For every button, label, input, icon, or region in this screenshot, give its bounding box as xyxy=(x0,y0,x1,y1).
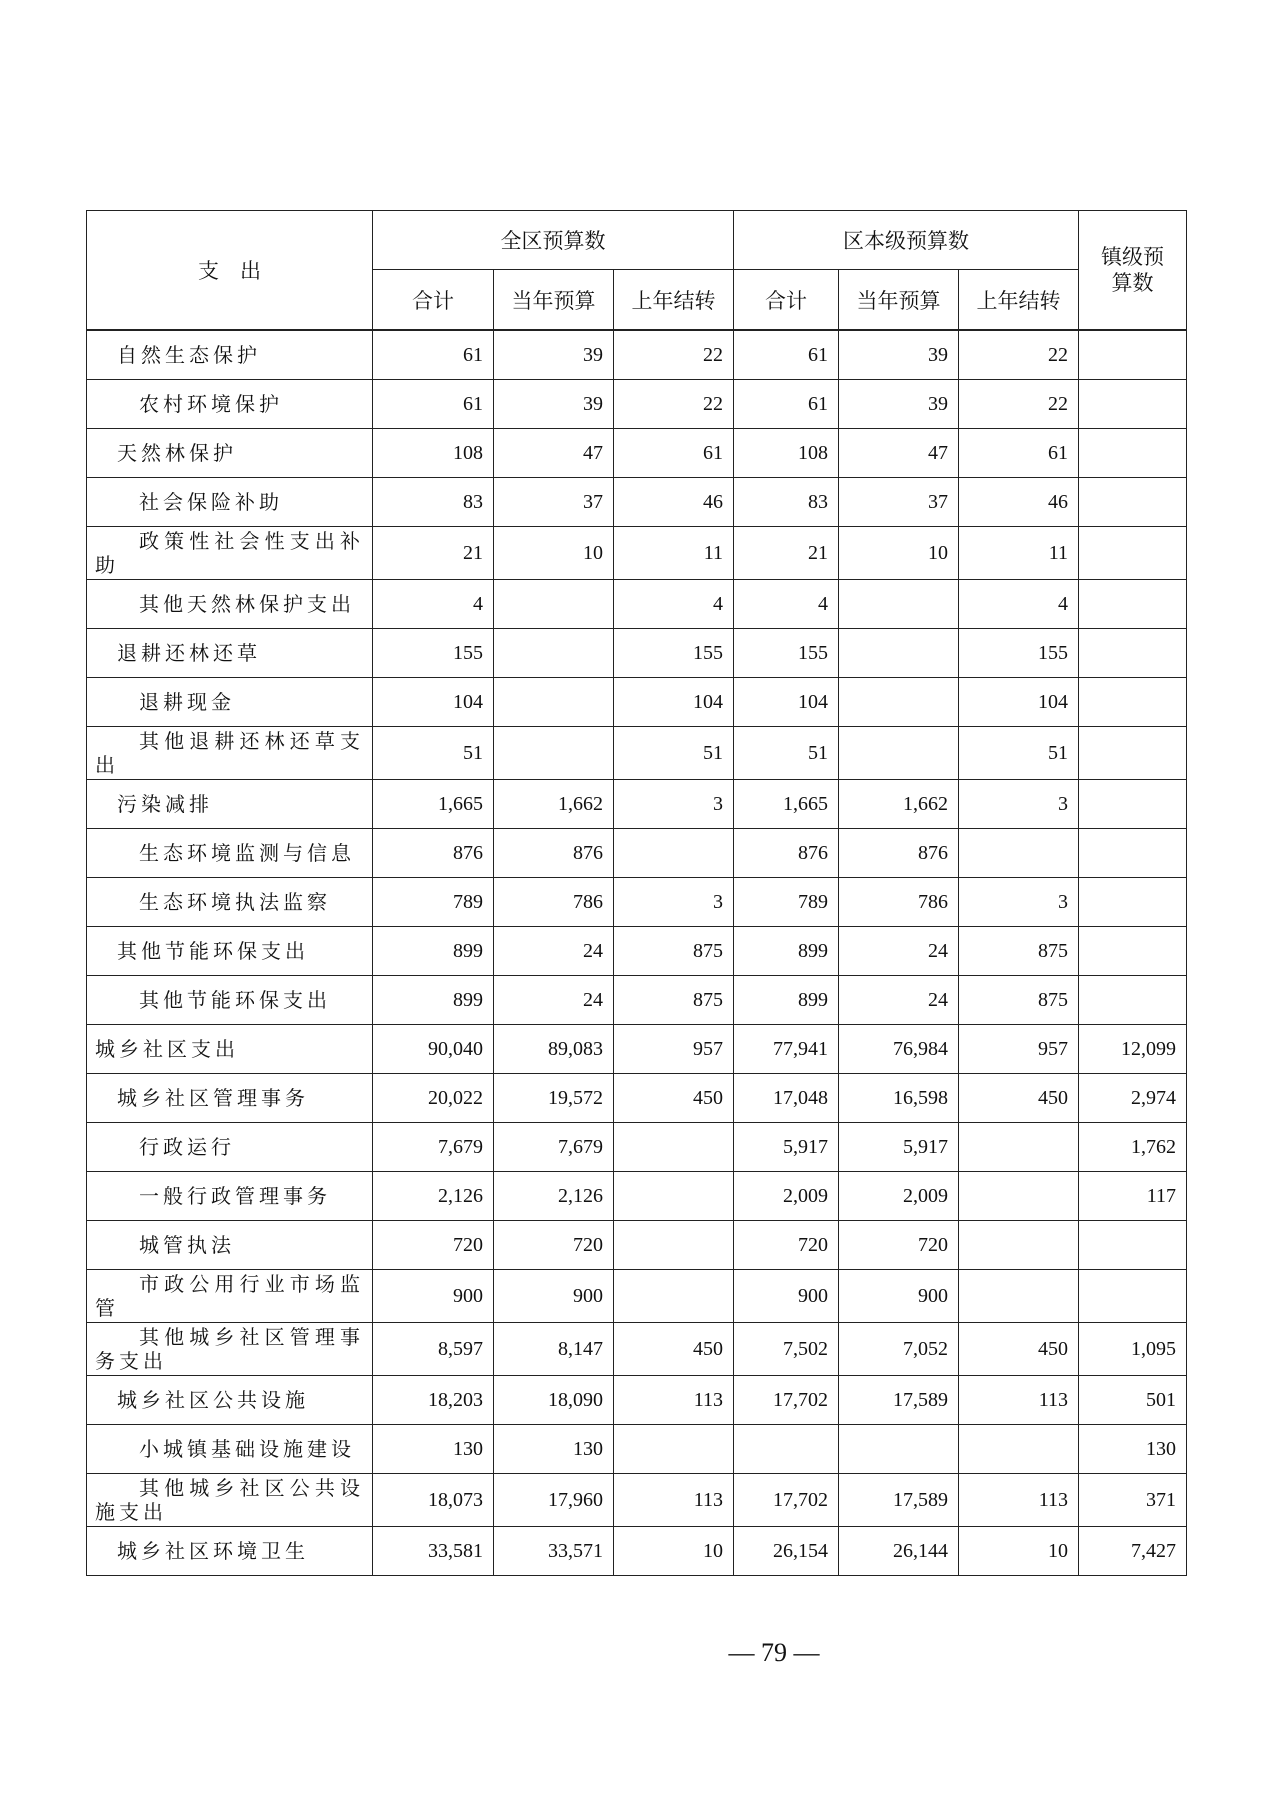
table-row xyxy=(87,1221,1187,1270)
cell-value xyxy=(1079,878,1187,927)
table-row xyxy=(87,829,1187,878)
table-row xyxy=(87,878,1187,927)
cell-value: 24 xyxy=(494,976,614,1025)
row-label: 城管执法 xyxy=(87,1221,373,1270)
cell-value: 786 xyxy=(494,878,614,927)
row-label: 生态环境监测与信息 xyxy=(87,829,373,878)
cell-value xyxy=(1079,780,1187,829)
cell-value: 501 xyxy=(1079,1376,1187,1425)
cell-value: 371 xyxy=(1079,1474,1187,1527)
cell-value: 875 xyxy=(959,976,1079,1025)
cell-value: 155 xyxy=(614,629,734,678)
cell-value xyxy=(1079,727,1187,780)
cell-value: 10 xyxy=(959,1527,1079,1576)
cell-value: 1,762 xyxy=(1079,1123,1187,1172)
cell-value: 117 xyxy=(1079,1172,1187,1221)
cell-value xyxy=(1079,1270,1187,1323)
cell-value: 3 xyxy=(959,878,1079,927)
cell-value: 155 xyxy=(734,629,839,678)
cell-value: 10 xyxy=(614,1527,734,1576)
cell-value xyxy=(614,829,734,878)
header-sub-carryover: 上年结转 xyxy=(959,270,1079,331)
cell-value: 899 xyxy=(734,976,839,1025)
row-label: 其他城乡社区管理事务支出 xyxy=(87,1323,373,1376)
cell-value: 90,040 xyxy=(373,1025,494,1074)
cell-value: 89,083 xyxy=(494,1025,614,1074)
row-label: 其他节能环保支出 xyxy=(87,927,373,976)
cell-value xyxy=(1079,478,1187,527)
cell-value xyxy=(959,1123,1079,1172)
cell-value: 4 xyxy=(614,580,734,629)
cell-value xyxy=(614,1172,734,1221)
cell-value: 789 xyxy=(734,878,839,927)
cell-value: 24 xyxy=(494,927,614,976)
cell-value: 33,581 xyxy=(373,1527,494,1576)
cell-value xyxy=(839,629,959,678)
table-row xyxy=(87,1270,1187,1323)
cell-value: 8,147 xyxy=(494,1323,614,1376)
table-row xyxy=(87,1323,1187,1376)
cell-value xyxy=(959,1270,1079,1323)
cell-value: 8,597 xyxy=(373,1323,494,1376)
cell-value: 130 xyxy=(373,1425,494,1474)
cell-value: 3 xyxy=(614,878,734,927)
cell-value: 1,662 xyxy=(494,780,614,829)
cell-value: 10 xyxy=(494,527,614,580)
cell-value: 2,009 xyxy=(839,1172,959,1221)
cell-value: 876 xyxy=(373,829,494,878)
cell-value: 1,662 xyxy=(839,780,959,829)
cell-value: 4 xyxy=(373,580,494,629)
cell-value: 2,126 xyxy=(373,1172,494,1221)
table-row xyxy=(87,380,1187,429)
cell-value: 113 xyxy=(959,1376,1079,1425)
cell-value xyxy=(614,1270,734,1323)
cell-value: 450 xyxy=(614,1323,734,1376)
cell-value: 21 xyxy=(373,527,494,580)
row-label: 天然林保护 xyxy=(87,429,373,478)
table-row xyxy=(87,429,1187,478)
cell-value: 876 xyxy=(839,829,959,878)
cell-value: 113 xyxy=(959,1474,1079,1527)
table-row xyxy=(87,927,1187,976)
row-label: 退耕现金 xyxy=(87,678,373,727)
cell-value: 51 xyxy=(373,727,494,780)
row-label: 其他节能环保支出 xyxy=(87,976,373,1025)
row-label: 其他天然林保护支出 xyxy=(87,580,373,629)
cell-value: 155 xyxy=(373,629,494,678)
cell-value: 20,022 xyxy=(373,1074,494,1123)
cell-value: 720 xyxy=(373,1221,494,1270)
cell-value: 17,960 xyxy=(494,1474,614,1527)
cell-value: 450 xyxy=(959,1323,1079,1376)
cell-value: 10 xyxy=(839,527,959,580)
row-label: 农村环境保护 xyxy=(87,380,373,429)
cell-value: 113 xyxy=(614,1376,734,1425)
table-row xyxy=(87,1425,1187,1474)
row-label: 小城镇基础设施建设 xyxy=(87,1425,373,1474)
cell-value: 789 xyxy=(373,878,494,927)
table-row xyxy=(87,527,1187,580)
cell-value: 2,974 xyxy=(1079,1074,1187,1123)
cell-value: 37 xyxy=(839,478,959,527)
cell-value xyxy=(494,727,614,780)
cell-value: 18,090 xyxy=(494,1376,614,1425)
row-label: 政策性社会性支出补助 xyxy=(87,527,373,580)
cell-value: 26,154 xyxy=(734,1527,839,1576)
table-row xyxy=(87,1527,1187,1576)
page-number: — 79 — xyxy=(728,1638,820,1667)
cell-value: 18,073 xyxy=(373,1474,494,1527)
cell-value: 875 xyxy=(614,927,734,976)
cell-value: 876 xyxy=(734,829,839,878)
cell-value: 104 xyxy=(373,678,494,727)
cell-value: 22 xyxy=(959,330,1079,380)
cell-value: 61 xyxy=(959,429,1079,478)
cell-value: 875 xyxy=(614,976,734,1025)
budget-table xyxy=(86,210,1187,1576)
cell-value xyxy=(959,1425,1079,1474)
cell-value: 11 xyxy=(614,527,734,580)
cell-value: 450 xyxy=(614,1074,734,1123)
table-row xyxy=(87,1474,1187,1527)
cell-value: 39 xyxy=(494,330,614,380)
cell-value xyxy=(1079,429,1187,478)
cell-value: 720 xyxy=(494,1221,614,1270)
cell-value: 130 xyxy=(1079,1425,1187,1474)
row-label: 城乡社区环境卫生 xyxy=(87,1527,373,1576)
cell-value: 18,203 xyxy=(373,1376,494,1425)
cell-value: 7,427 xyxy=(1079,1527,1187,1576)
cell-value xyxy=(839,727,959,780)
header-district-total: 全区预算数 xyxy=(373,211,734,270)
cell-value: 19,572 xyxy=(494,1074,614,1123)
cell-value: 4 xyxy=(959,580,1079,629)
cell-value: 899 xyxy=(734,927,839,976)
cell-value: 17,589 xyxy=(839,1474,959,1527)
table-row xyxy=(87,678,1187,727)
cell-value: 108 xyxy=(373,429,494,478)
row-label: 其他退耕还林还草支出 xyxy=(87,727,373,780)
table-row xyxy=(87,1376,1187,1425)
cell-value xyxy=(1079,527,1187,580)
cell-value xyxy=(839,580,959,629)
cell-value: 899 xyxy=(373,927,494,976)
cell-value: 2,009 xyxy=(734,1172,839,1221)
cell-value: 51 xyxy=(614,727,734,780)
cell-value: 24 xyxy=(839,976,959,1025)
cell-value: 899 xyxy=(373,976,494,1025)
cell-value: 51 xyxy=(959,727,1079,780)
cell-value: 61 xyxy=(614,429,734,478)
cell-value: 786 xyxy=(839,878,959,927)
table-row xyxy=(87,478,1187,527)
cell-value: 61 xyxy=(734,380,839,429)
table-row xyxy=(87,330,1187,380)
table-row xyxy=(87,1172,1187,1221)
cell-value xyxy=(1079,1221,1187,1270)
table-row xyxy=(87,1074,1187,1123)
cell-value: 39 xyxy=(839,380,959,429)
table-row xyxy=(87,1123,1187,1172)
cell-value: 900 xyxy=(494,1270,614,1323)
cell-value: 11 xyxy=(959,527,1079,580)
header-sub-current: 当年预算 xyxy=(839,270,959,331)
cell-value: 83 xyxy=(373,478,494,527)
table-row xyxy=(87,727,1187,780)
cell-value: 46 xyxy=(614,478,734,527)
cell-value: 61 xyxy=(734,330,839,380)
table-body xyxy=(87,330,1187,1576)
cell-value: 22 xyxy=(614,380,734,429)
cell-value xyxy=(494,629,614,678)
cell-value: 83 xyxy=(734,478,839,527)
row-label: 市政公用行业市场监管 xyxy=(87,1270,373,1323)
cell-value: 720 xyxy=(734,1221,839,1270)
cell-value: 900 xyxy=(373,1270,494,1323)
cell-value: 46 xyxy=(959,478,1079,527)
cell-value: 900 xyxy=(734,1270,839,1323)
cell-value: 108 xyxy=(734,429,839,478)
cell-value: 51 xyxy=(734,727,839,780)
cell-value: 1,095 xyxy=(1079,1323,1187,1376)
cell-value: 26,144 xyxy=(839,1527,959,1576)
cell-value: 7,679 xyxy=(494,1123,614,1172)
cell-value: 7,052 xyxy=(839,1323,959,1376)
cell-value xyxy=(1079,580,1187,629)
table-row xyxy=(87,1025,1187,1074)
cell-value: 17,702 xyxy=(734,1376,839,1425)
cell-value xyxy=(1079,976,1187,1025)
cell-value xyxy=(494,678,614,727)
cell-value xyxy=(494,580,614,629)
cell-value: 37 xyxy=(494,478,614,527)
cell-value: 39 xyxy=(839,330,959,380)
header-town-level: 镇级预 算数 xyxy=(1079,211,1187,331)
header-sub-carryover: 上年结转 xyxy=(614,270,734,331)
cell-value: 17,048 xyxy=(734,1074,839,1123)
row-label: 一般行政管理事务 xyxy=(87,1172,373,1221)
cell-value: 1,665 xyxy=(734,780,839,829)
cell-value: 47 xyxy=(839,429,959,478)
header-expenditure: 支 出 xyxy=(87,211,373,331)
cell-value: 130 xyxy=(494,1425,614,1474)
cell-value: 876 xyxy=(494,829,614,878)
cell-value xyxy=(1079,380,1187,429)
cell-value: 17,589 xyxy=(839,1376,959,1425)
cell-value: 61 xyxy=(373,330,494,380)
row-label: 行政运行 xyxy=(87,1123,373,1172)
cell-value: 957 xyxy=(614,1025,734,1074)
row-label: 生态环境执法监察 xyxy=(87,878,373,927)
cell-value: 77,941 xyxy=(734,1025,839,1074)
cell-value xyxy=(1079,629,1187,678)
row-label: 污染减排 xyxy=(87,780,373,829)
header-district-level: 区本级预算数 xyxy=(734,211,1079,270)
cell-value: 17,702 xyxy=(734,1474,839,1527)
cell-value: 61 xyxy=(373,380,494,429)
cell-value: 155 xyxy=(959,629,1079,678)
header-sub-total: 合计 xyxy=(373,270,494,331)
table-row xyxy=(87,580,1187,629)
row-label: 退耕还林还草 xyxy=(87,629,373,678)
header-sub-total: 合计 xyxy=(734,270,839,331)
cell-value xyxy=(614,1425,734,1474)
row-label: 社会保险补助 xyxy=(87,478,373,527)
cell-value: 104 xyxy=(734,678,839,727)
row-label: 城乡社区管理事务 xyxy=(87,1074,373,1123)
cell-value: 3 xyxy=(614,780,734,829)
cell-value: 7,679 xyxy=(373,1123,494,1172)
table-row xyxy=(87,629,1187,678)
cell-value: 3 xyxy=(959,780,1079,829)
cell-value xyxy=(1079,330,1187,380)
cell-value xyxy=(1079,829,1187,878)
cell-value: 39 xyxy=(494,380,614,429)
cell-value: 104 xyxy=(614,678,734,727)
cell-value: 450 xyxy=(959,1074,1079,1123)
cell-value: 2,126 xyxy=(494,1172,614,1221)
cell-value xyxy=(734,1425,839,1474)
row-label: 其他城乡社区公共设施支出 xyxy=(87,1474,373,1527)
cell-value xyxy=(614,1221,734,1270)
cell-value: 5,917 xyxy=(734,1123,839,1172)
cell-value: 104 xyxy=(959,678,1079,727)
cell-value: 720 xyxy=(839,1221,959,1270)
row-label: 城乡社区支出 xyxy=(87,1025,373,1074)
cell-value xyxy=(614,1123,734,1172)
cell-value: 5,917 xyxy=(839,1123,959,1172)
cell-value: 12,099 xyxy=(1079,1025,1187,1074)
cell-value: 7,502 xyxy=(734,1323,839,1376)
cell-value: 47 xyxy=(494,429,614,478)
cell-value: 16,598 xyxy=(839,1074,959,1123)
cell-value: 24 xyxy=(839,927,959,976)
cell-value: 875 xyxy=(959,927,1079,976)
cell-value: 22 xyxy=(614,330,734,380)
page-number-container xyxy=(0,1638,1268,1668)
cell-value xyxy=(1079,678,1187,727)
cell-value: 113 xyxy=(614,1474,734,1527)
row-label: 自然生态保护 xyxy=(87,330,373,380)
cell-value xyxy=(959,1221,1079,1270)
cell-value xyxy=(839,1425,959,1474)
cell-value xyxy=(959,1172,1079,1221)
cell-value xyxy=(839,678,959,727)
cell-value: 957 xyxy=(959,1025,1079,1074)
table-row xyxy=(87,780,1187,829)
cell-value: 21 xyxy=(734,527,839,580)
header-sub-current: 当年预算 xyxy=(494,270,614,331)
cell-value: 76,984 xyxy=(839,1025,959,1074)
cell-value xyxy=(959,829,1079,878)
cell-value: 33,571 xyxy=(494,1527,614,1576)
table-row xyxy=(87,976,1187,1025)
cell-value: 1,665 xyxy=(373,780,494,829)
cell-value: 22 xyxy=(959,380,1079,429)
cell-value: 900 xyxy=(839,1270,959,1323)
row-label: 城乡社区公共设施 xyxy=(87,1376,373,1425)
cell-value xyxy=(1079,927,1187,976)
cell-value: 4 xyxy=(734,580,839,629)
